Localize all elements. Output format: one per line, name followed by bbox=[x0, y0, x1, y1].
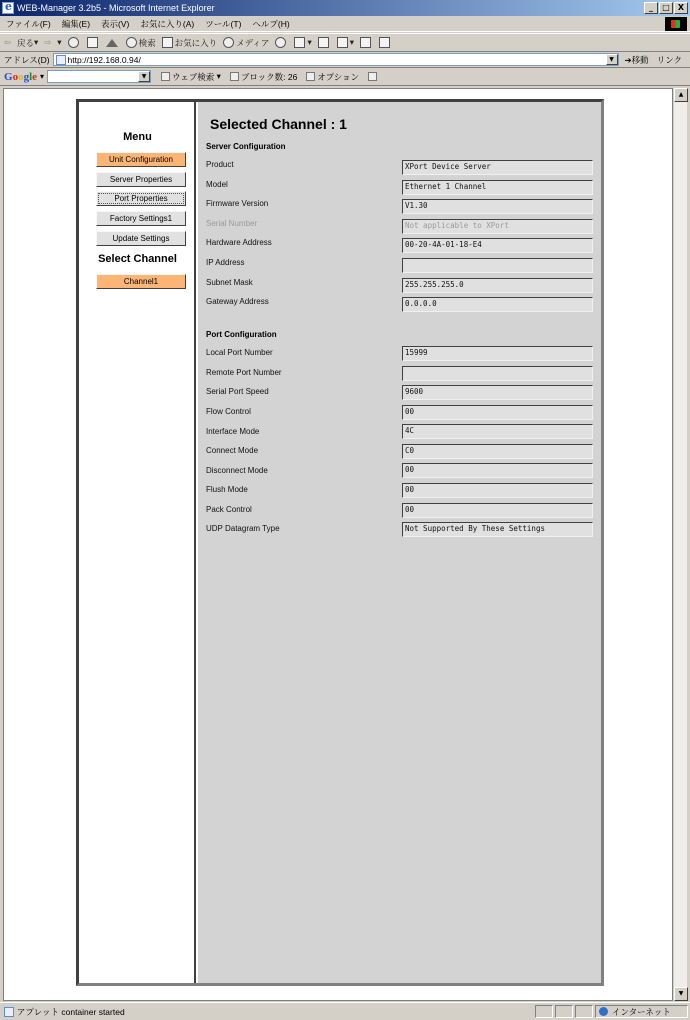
web-search-button[interactable]: ウェブ検索 ▾ bbox=[161, 71, 221, 83]
options-icon bbox=[306, 72, 315, 81]
mail-button[interactable]: ▾ bbox=[294, 37, 311, 48]
forward-arrow-icon: ⇨ bbox=[44, 37, 52, 47]
applet-status-icon bbox=[4, 1007, 14, 1017]
ie-app-icon bbox=[2, 2, 14, 14]
hardware-address-label: Hardware Address bbox=[206, 238, 272, 247]
refresh-icon bbox=[87, 37, 98, 48]
scroll-down-button[interactable]: ▼ bbox=[674, 987, 688, 1001]
interface-mode-label: Interface Mode bbox=[206, 427, 260, 436]
scroll-up-button[interactable]: ▲ bbox=[674, 88, 688, 102]
home-icon bbox=[106, 39, 118, 47]
favorites-button[interactable] bbox=[162, 37, 218, 49]
main-content bbox=[198, 102, 601, 983]
back-arrow-icon: ⇦ bbox=[4, 37, 12, 47]
google-logo-letter: o bbox=[18, 70, 24, 83]
print-button[interactable] bbox=[318, 37, 331, 48]
internet-globe-icon bbox=[599, 1007, 608, 1016]
google-logo[interactable] bbox=[4, 71, 37, 83]
web-manager-frame bbox=[76, 99, 604, 986]
connect-mode-label: Connect Mode bbox=[206, 446, 259, 455]
menu-file[interactable]: ファイル(F) bbox=[6, 18, 51, 29]
address-bar bbox=[0, 52, 690, 68]
google-logo-letter: l bbox=[29, 70, 33, 83]
unit-configuration-button[interactable]: Unit Configuration bbox=[96, 152, 186, 167]
server-configuration-heading: Server Configuration bbox=[206, 142, 286, 151]
favorites-label: お気に入り bbox=[174, 37, 218, 48]
channel1-button[interactable]: Channel1 bbox=[96, 274, 186, 289]
back-label: 戻る bbox=[17, 37, 35, 48]
page-icon bbox=[56, 55, 66, 65]
update-settings-button[interactable]: Update Settings bbox=[96, 231, 186, 246]
gateway-address-field[interactable]: 0.0.0.0 bbox=[402, 297, 593, 312]
vertical-scrollbar[interactable] bbox=[673, 88, 687, 1001]
factory-settings-button[interactable]: Factory Settings1 bbox=[96, 211, 186, 226]
messenger-icon bbox=[379, 37, 390, 48]
history-icon bbox=[275, 37, 286, 48]
interface-mode-field[interactable]: 4C bbox=[402, 424, 593, 439]
stop-button[interactable] bbox=[68, 37, 81, 48]
menu-tools[interactable]: ツール(T) bbox=[205, 18, 242, 29]
serial-port-speed-label: Serial Port Speed bbox=[206, 387, 269, 396]
pack-control-label: Pack Control bbox=[206, 505, 252, 514]
disconnect-mode-label: Disconnect Mode bbox=[206, 466, 268, 475]
window-title: WEB-Manager 3.2b5 - Microsoft Internet Explorer bbox=[17, 3, 215, 13]
page-title: Selected Channel : 1 bbox=[210, 116, 347, 132]
messenger-button[interactable] bbox=[379, 37, 392, 48]
menu-bar bbox=[0, 16, 690, 32]
status-text: アプレット container started bbox=[16, 1006, 125, 1017]
web-search-label: ウェブ検索 bbox=[172, 71, 215, 82]
server-properties-button[interactable]: Server Properties bbox=[96, 172, 186, 187]
google-logo-letter: G bbox=[4, 70, 13, 83]
go-button[interactable]: ➔移動 bbox=[624, 54, 649, 65]
status-pane bbox=[555, 1005, 573, 1018]
pack-control-field[interactable]: 00 bbox=[402, 503, 593, 518]
udp-datagram-type-label: UDP Datagram Type bbox=[206, 524, 280, 533]
ip-address-field[interactable] bbox=[402, 258, 593, 273]
history-button[interactable] bbox=[275, 37, 288, 48]
flow-control-label: Flow Control bbox=[206, 407, 251, 416]
subnet-mask-label: Subnet Mask bbox=[206, 278, 253, 287]
model-field[interactable]: Ethernet 1 Channel bbox=[402, 180, 593, 195]
firmware-version-label: Firmware Version bbox=[206, 199, 269, 208]
windows-logo-icon bbox=[665, 17, 687, 31]
edit-button[interactable]: ▾ bbox=[337, 37, 354, 48]
address-label: アドレス(D) bbox=[4, 54, 50, 65]
menu-view[interactable]: 表示(V) bbox=[101, 18, 130, 29]
flush-mode-field[interactable]: 00 bbox=[402, 483, 593, 498]
model-label: Model bbox=[206, 180, 228, 189]
print-icon bbox=[318, 37, 329, 48]
maximize-button[interactable]: □ bbox=[659, 2, 673, 14]
google-menu-chevron-icon[interactable]: ▾ bbox=[40, 72, 45, 81]
media-icon bbox=[223, 37, 234, 48]
address-input[interactable] bbox=[53, 53, 619, 66]
popup-blocker-button[interactable] bbox=[230, 71, 298, 83]
google-search-input[interactable] bbox=[47, 70, 151, 83]
window-controls bbox=[643, 2, 688, 14]
firmware-version-field[interactable]: V1.30 bbox=[402, 199, 593, 214]
menu-help[interactable]: ヘルプ(H) bbox=[252, 18, 290, 29]
address-url[interactable]: http://192.168.0.94/ bbox=[67, 54, 141, 65]
status-bar bbox=[0, 1002, 690, 1020]
home-button[interactable] bbox=[106, 39, 120, 47]
options-label: オプション bbox=[317, 71, 360, 82]
discuss-icon bbox=[360, 37, 371, 48]
search-button[interactable] bbox=[126, 37, 156, 49]
port-configuration-heading: Port Configuration bbox=[206, 330, 277, 339]
search-icon bbox=[126, 37, 137, 48]
serial-port-speed-field[interactable]: 9600 bbox=[402, 385, 593, 400]
google-logo-letter: e bbox=[32, 70, 38, 83]
links-button[interactable]: リンク bbox=[656, 54, 683, 65]
google-logo-letter: o bbox=[12, 70, 19, 83]
close-button[interactable]: X bbox=[674, 2, 688, 14]
security-zone bbox=[595, 1005, 688, 1018]
serial-number-label: Serial Number bbox=[206, 219, 258, 228]
popup-blocker-icon bbox=[230, 72, 239, 81]
window-title-bar[interactable] bbox=[0, 0, 690, 16]
highlight-button[interactable] bbox=[368, 72, 379, 81]
discuss-button[interactable] bbox=[360, 37, 373, 48]
local-port-number-field[interactable]: 15999 bbox=[402, 346, 593, 361]
minimize-button[interactable]: _ bbox=[644, 2, 658, 14]
connect-mode-field[interactable]: C0 bbox=[402, 444, 593, 459]
udp-datagram-type-field[interactable]: Not Supported By These Settings bbox=[402, 522, 593, 537]
local-port-number-label: Local Port Number bbox=[206, 348, 273, 357]
options-button[interactable] bbox=[306, 71, 359, 83]
forward-button[interactable]: ⇨ ▾ bbox=[44, 37, 62, 47]
gateway-address-label: Gateway Address bbox=[206, 297, 269, 306]
favorites-icon bbox=[162, 37, 173, 48]
remote-port-number-field[interactable] bbox=[402, 366, 593, 381]
edit-icon bbox=[337, 37, 348, 48]
security-zone-label: インターネット bbox=[611, 1006, 671, 1017]
mail-icon bbox=[294, 37, 305, 48]
flush-mode-label: Flush Mode bbox=[206, 485, 248, 494]
ip-address-label: IP Address bbox=[206, 258, 245, 267]
media-label: メディア bbox=[236, 37, 270, 48]
port-properties-button[interactable]: Port Properties bbox=[96, 191, 186, 206]
go-label: 移動 bbox=[631, 54, 649, 65]
flow-control-field[interactable]: 00 bbox=[402, 405, 593, 420]
google-logo-letter: g bbox=[23, 70, 30, 83]
remote-port-number-label: Remote Port Number bbox=[206, 368, 282, 377]
product-field[interactable]: XPort Device Server bbox=[402, 160, 593, 175]
stop-icon bbox=[68, 37, 79, 48]
web-search-icon bbox=[161, 72, 170, 81]
select-channel-title: Select Channel bbox=[98, 253, 177, 265]
address-dropdown-button[interactable]: ▼ bbox=[606, 54, 618, 65]
google-search-dropdown[interactable]: ▼ bbox=[138, 71, 150, 82]
back-button[interactable]: ⇦ 戻る ▾ bbox=[4, 37, 39, 48]
popup-blocker-label: ブロック数: 26 bbox=[240, 71, 298, 82]
google-toolbar bbox=[0, 68, 690, 86]
standard-toolbar bbox=[0, 33, 690, 52]
status-pane bbox=[535, 1005, 553, 1018]
highlighter-icon bbox=[368, 72, 377, 81]
left-navigation bbox=[79, 102, 196, 983]
serial-number-field: Not applicable to XPort bbox=[402, 219, 593, 234]
refresh-button[interactable] bbox=[87, 37, 100, 48]
hardware-address-field[interactable]: 00-20-4A-01-18-E4 bbox=[402, 238, 593, 253]
media-button[interactable] bbox=[223, 37, 269, 49]
product-label: Product bbox=[206, 160, 234, 169]
menu-title: Menu bbox=[123, 131, 152, 143]
menu-edit[interactable]: 編集(E) bbox=[61, 18, 91, 29]
menu-favorites[interactable]: お気に入り(A) bbox=[140, 18, 195, 29]
subnet-mask-field[interactable]: 255.255.255.0 bbox=[402, 278, 593, 293]
status-pane bbox=[575, 1005, 593, 1018]
disconnect-mode-field[interactable]: 00 bbox=[402, 463, 593, 478]
search-label: 検索 bbox=[138, 37, 156, 48]
